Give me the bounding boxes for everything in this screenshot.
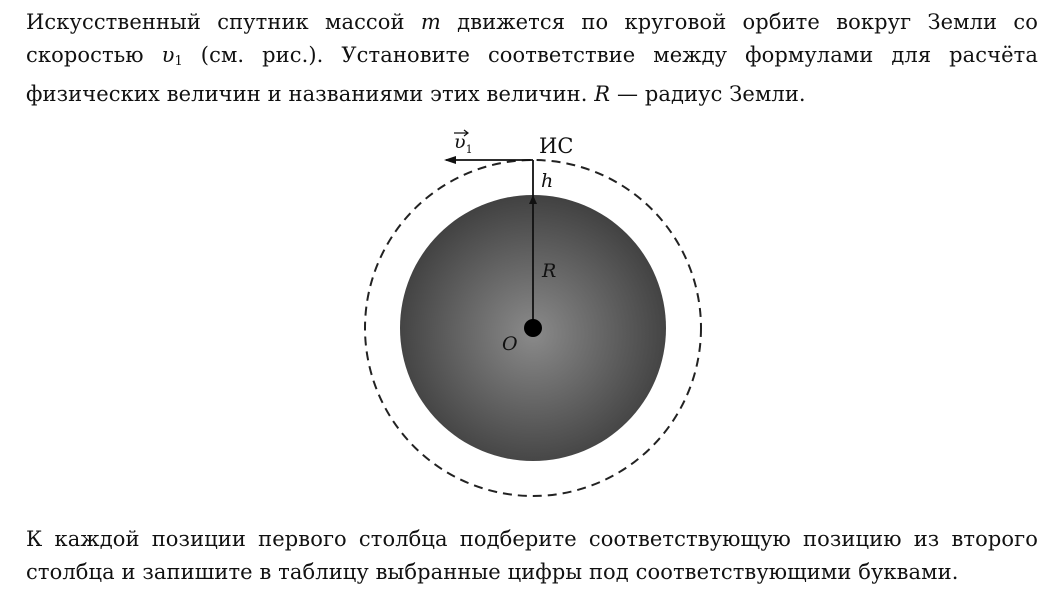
velocity-symbol: υ <box>161 43 175 67</box>
center-label: O <box>502 333 518 355</box>
velocity-subscript: 1 <box>174 54 183 69</box>
radius-symbol: R <box>594 82 611 106</box>
mass-symbol: m <box>420 10 441 34</box>
problem-statement <box>26 6 1038 111</box>
orbit-figure <box>350 120 730 510</box>
statement-text: Искусственный спутник массой <box>26 10 421 34</box>
statement-text: — радиус Земли. <box>610 82 806 106</box>
orbit-diagram <box>350 120 730 510</box>
satellite-label: ИС <box>539 134 574 158</box>
radius-label: R <box>542 260 557 282</box>
center-point <box>524 319 542 337</box>
instruction-text: К каждой позиции первого столбца подберите соответствующую позицию из второго столбца и запишите в таблицу выбранные цифры под соответствующими буквами. <box>26 527 1038 584</box>
height-label: h <box>541 170 554 192</box>
statement-text: (см. рис.). Установите соответствие между формулами для расчёта физических величин и названиями этих величин. <box>26 43 1038 106</box>
velocity-label: $\upsilon_1$ <box>454 131 473 156</box>
statement-text: движется по круговой орбите вокруг Земли со скоростью <box>26 10 1038 67</box>
